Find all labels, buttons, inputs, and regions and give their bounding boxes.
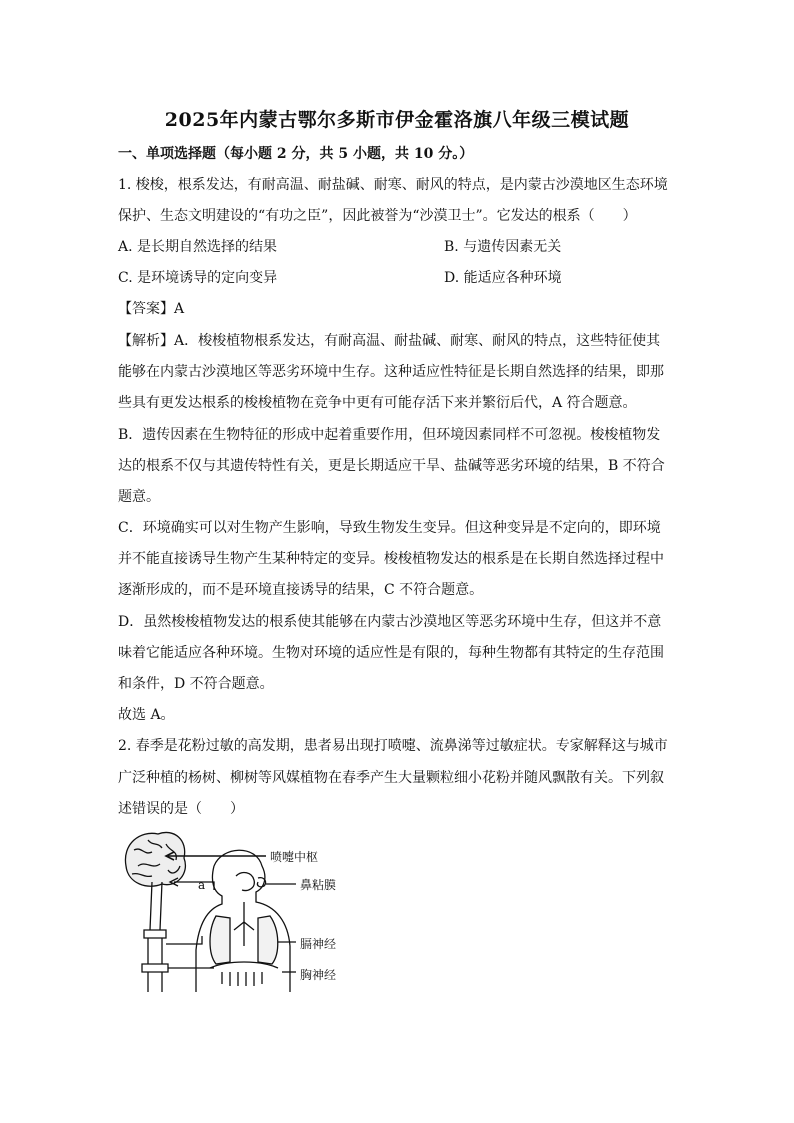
q1-option-d: D. 能适应各种环境 — [444, 270, 562, 286]
q2-stem-line: 述错误的是（ ） — [118, 801, 244, 817]
label-nasal-mucosa: 鼻粘膜 — [300, 878, 337, 892]
q1-analysis-line: 能够在内蒙古沙漠地区等恶劣环境中生存。这种适应性特征是长期自然选择的结果，即那 — [118, 364, 664, 380]
q1-option-a: A. 是长期自然选择的结果 — [118, 239, 278, 255]
q1-analysis-line: 并不能直接诱导生物产生某种特定的变异。梭梭植物发达的根系是在长期自然选择过程中 — [118, 551, 664, 567]
label-thoracic-nerve: 胸神经 — [300, 968, 337, 982]
q1-analysis-line: 和条件，D 不符合题意。 — [118, 676, 274, 692]
q1-analysis-line: 【解析】A．梭梭植物根系发达，有耐高温、耐盐碱、耐寒、耐风的特点，这些特征使其 — [118, 333, 661, 349]
q1-analysis-line: 逐渐形成的，而不是环境直接诱导的结果，C 不符合题意。 — [118, 582, 484, 598]
q1-analysis-line: 些具有更发达根系的梭梭植物在竞争中更有可能存活下来并繁衍后代，A 符合题意。 — [118, 395, 637, 411]
q1-analysis-line: D．虽然梭梭植物发达的根系使其能够在内蒙古沙漠地区等恶劣环境中生存，但这并不意 — [118, 614, 662, 630]
q2-stem-line: 2. 春季是花粉过敏的高发期，患者易出现打喷嚏、流鼻涕等过敏症状。专家解释这与城市 — [118, 738, 668, 754]
sneeze-reflex-figure — [118, 826, 378, 994]
q1-stem-line: 保护、生态文明建设的“有功之臣”，因此被誉为“沙漠卫士”。它发达的根系（ ） — [118, 208, 637, 224]
q1-analysis-line: 达的根系不仅与其遗传特性有关，更是长期适应干旱、盐碱等恶劣环境的结果，B 不符合 — [118, 458, 665, 474]
q1-analysis-line: C．环境确实可以对生物产生影响，导致生物发生变异。但这种变异是不定向的，即环境 — [118, 520, 661, 536]
q1-analysis-line: 题意。 — [118, 489, 160, 505]
section-heading: 一、单项选择题（每小题 2 分，共 5 小题，共 10 分。） — [118, 146, 474, 162]
q1-answer: 【答案】A — [118, 301, 185, 317]
label-phrenic-nerve: 膈神经 — [300, 937, 337, 951]
q2-stem-line: 广泛种植的杨树、柳树等风媒植物在春季产生大量颗粒细小花粉并随风飘散有关。下列叙 — [118, 770, 664, 786]
label-a: a — [198, 878, 206, 892]
q1-stem-line: 1. 梭梭，根系发达，有耐高温、耐盐碱、耐寒、耐风的特点，是内蒙古沙漠地区生态环境 — [118, 177, 668, 193]
q1-option-c: C. 是环境诱导的定向变异 — [118, 270, 278, 286]
q1-option-b: B. 与遗传因素无关 — [444, 239, 562, 255]
q1-conclusion: 故选 A。 — [118, 707, 175, 723]
q1-analysis-line: B．遗传因素在生物特征的形成中起着重要作用，但环境因素同样不可忽视。梭梭植物发 — [118, 427, 661, 443]
page-title: 2025年内蒙古鄂尔多斯市伊金霍洛旗八年级三模试题 — [164, 109, 630, 131]
reflex-diagram-drawing — [118, 826, 378, 994]
q1-analysis-line: 味着它能适应各种环境。生物对环境的适应性是有限的，每种生物都有其特定的生存范围 — [118, 645, 664, 661]
label-sneeze-center: 喷嚏中枢 — [270, 850, 319, 864]
